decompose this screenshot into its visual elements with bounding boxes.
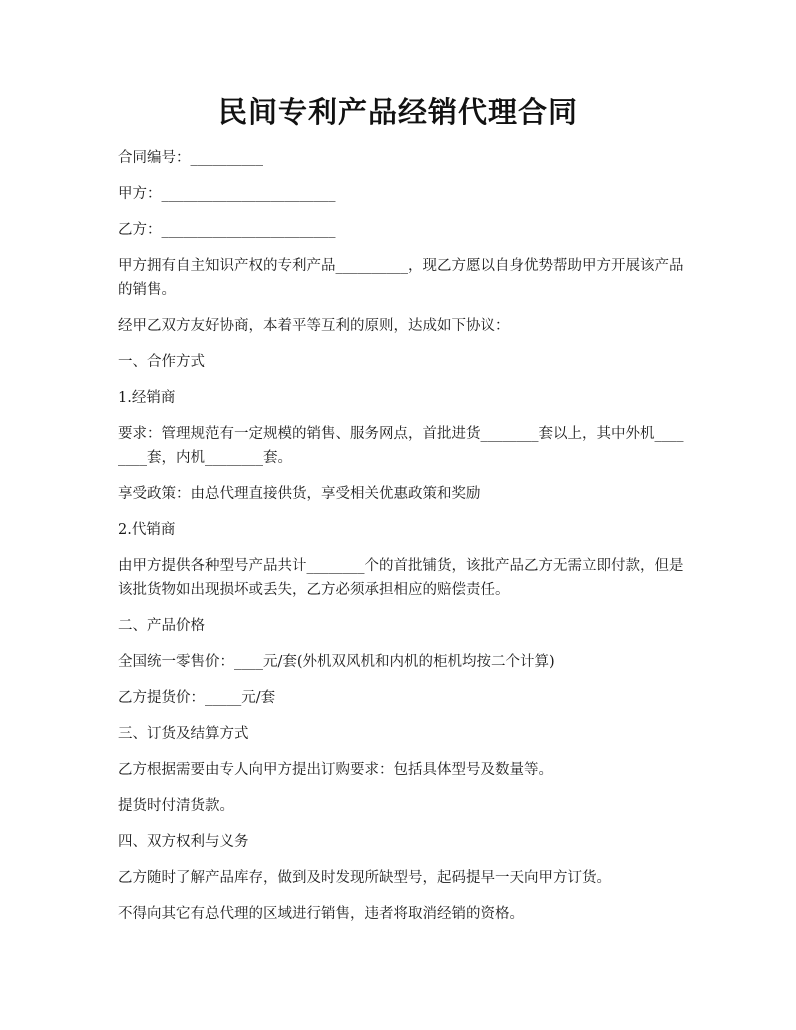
retail-price-line: 全国统一零售价：____元/套(外机双风机和内机的柜机均按二个计算): [118, 654, 555, 670]
section-heading-price: 二、产品价格: [118, 618, 205, 634]
dealer-requirements: 要求：管理规范有一定规模的销售、服务网点，首批进货________套以上，其中外机________套，内机________套。: [118, 426, 684, 466]
payment-line: 提货时付清货款。: [118, 798, 234, 814]
territory-restriction: 不得向其它有总代理的区域进行销售，违者将取消经销的资格。: [118, 906, 524, 922]
section-heading-cooperation: 一、合作方式: [118, 354, 205, 370]
contract-number-line: 合同编号：__________: [118, 150, 263, 166]
subheading-dealer: 1.经销商: [118, 390, 176, 406]
inventory-obligation: 乙方随时了解产品库存，做到及时发现所缺型号，起码提早一天向甲方订货。: [118, 870, 611, 886]
subheading-consignment: 2.代销商: [118, 522, 176, 538]
agreement-paragraph: 经甲乙双方友好协商，本着平等互利的原则，达成如下协议：: [118, 318, 510, 334]
ordering-requirements: 乙方根据需要由专人向甲方提出订购要求：包括具体型号及数量等。: [118, 762, 553, 778]
party-b-line: 乙方：________________________: [118, 222, 336, 238]
section-heading-rights: 四、双方权利与义务: [118, 834, 249, 850]
pickup-price-line: 乙方提货价：_____元/套: [118, 690, 276, 706]
dealer-policy: 享受政策：由总代理直接供货，享受相关优惠政策和奖励: [118, 486, 481, 502]
party-a-line: 甲方：________________________: [118, 186, 336, 202]
document-title: 民间专利产品经销代理合同: [217, 95, 578, 129]
section-heading-ordering: 三、订货及结算方式: [118, 726, 249, 742]
consignment-terms: 由甲方提供各种型号产品共计________个的首批铺货，该批产品乙方无需立即付款，但是该批货物如出现损坏或丢失，乙方必须承担相应的赔偿责任。: [118, 558, 684, 598]
intro-paragraph: 甲方拥有自主知识产权的专利产品__________，现乙方愿以自身优势帮助甲方开展该产品的销售。: [118, 258, 684, 298]
document-body: [118, 146, 684, 938]
